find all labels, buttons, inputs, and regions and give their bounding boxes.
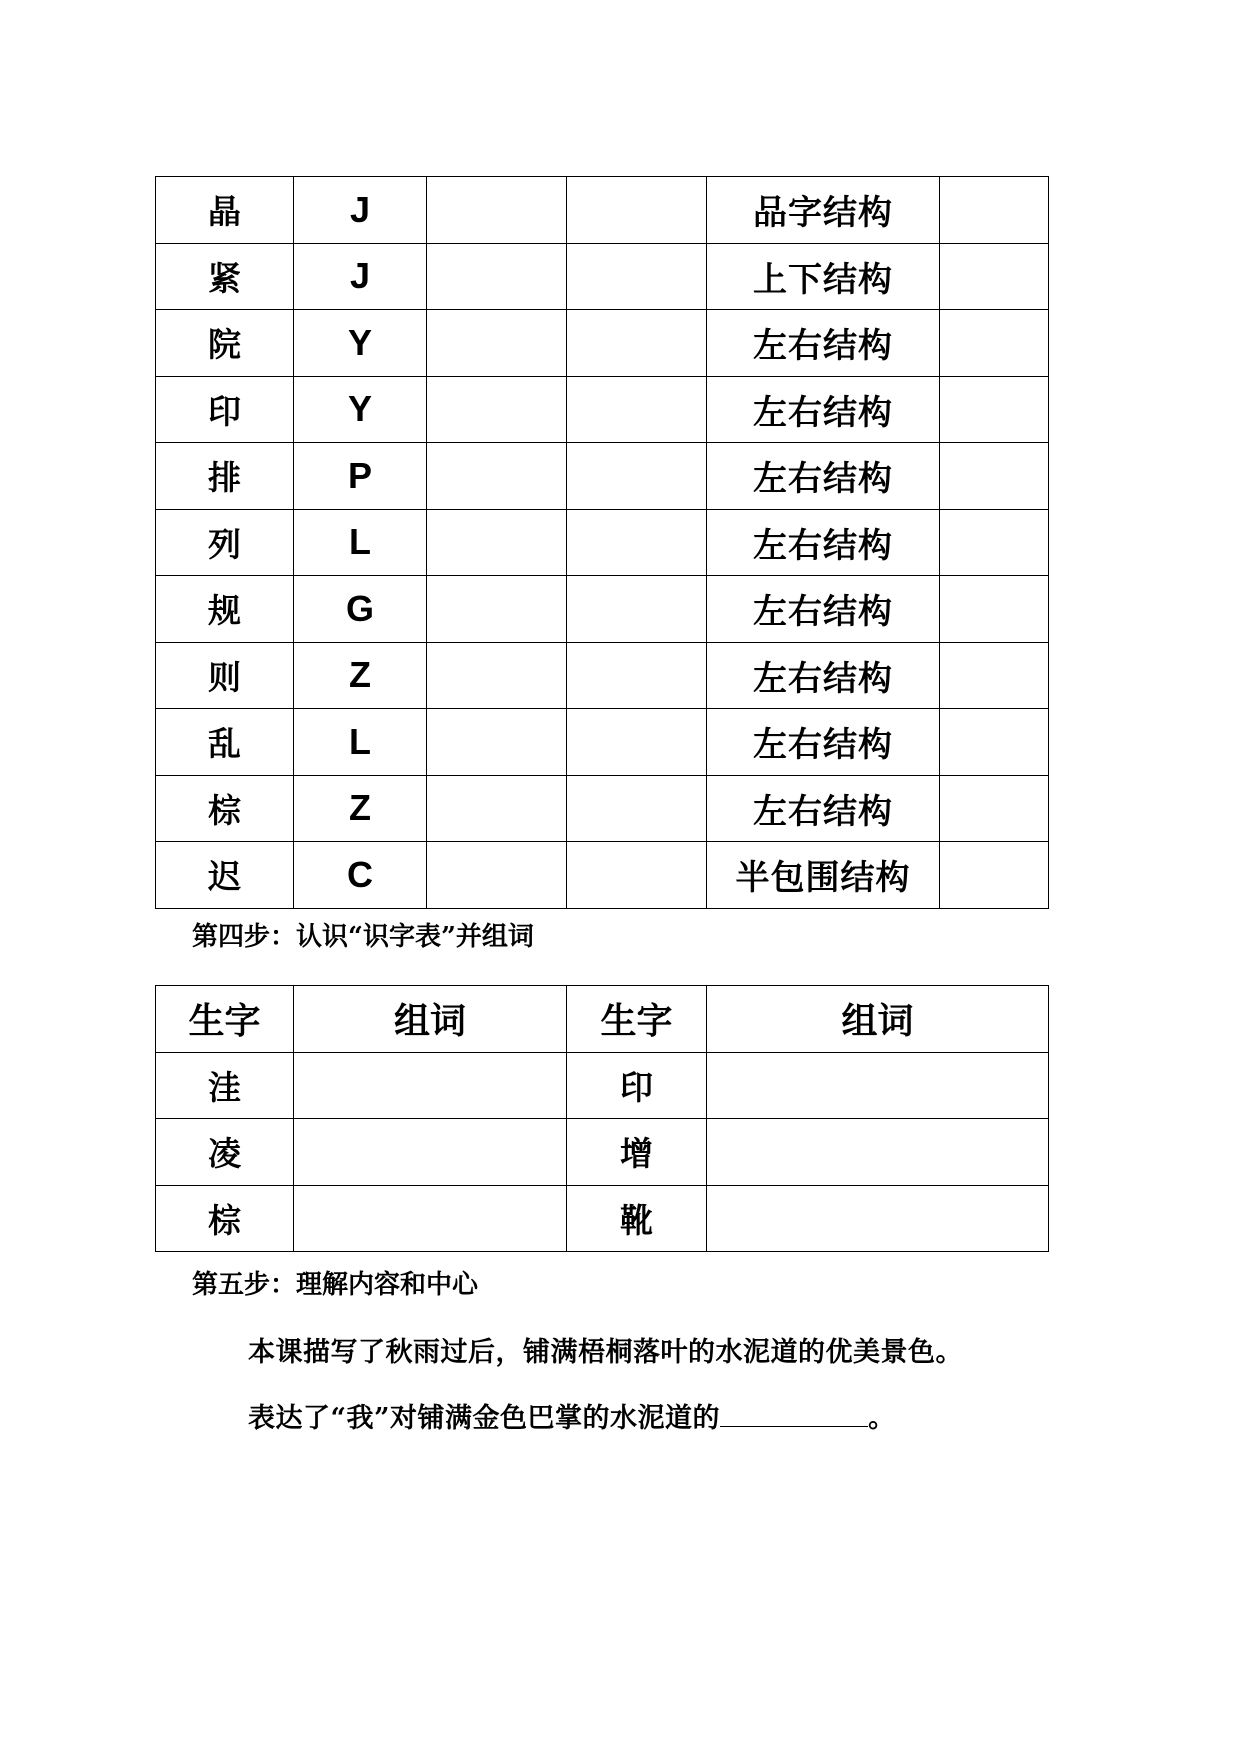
table-row <box>156 576 1049 643</box>
char-cell: 规 <box>156 576 294 643</box>
table-row <box>156 1119 1049 1186</box>
structure-cell: 左右结构 <box>707 443 940 510</box>
blank-cell[interactable] <box>940 775 1049 842</box>
table-row <box>156 443 1049 510</box>
blank-cell[interactable] <box>427 177 567 244</box>
header-cell: 组词 <box>294 986 567 1053</box>
char-cell: 列 <box>156 509 294 576</box>
structure-cell: 左右结构 <box>707 310 940 377</box>
initial-cell: L <box>294 709 427 776</box>
blank-cell[interactable] <box>940 177 1049 244</box>
blank-cell[interactable] <box>940 376 1049 443</box>
step4-title: 第四步：认识“识字表”并组词 <box>192 922 534 952</box>
blank-cell[interactable] <box>427 842 567 909</box>
blank-cell[interactable] <box>940 310 1049 377</box>
char-cell: 院 <box>156 310 294 377</box>
table-row <box>156 775 1049 842</box>
initial-cell: J <box>294 177 427 244</box>
word-blank-cell[interactable] <box>294 1119 567 1186</box>
blank-cell[interactable] <box>940 243 1049 310</box>
content-line-2-text: 表达了“我”对铺满金色巴掌的水泥道的 <box>248 1403 721 1434</box>
blank-cell[interactable] <box>567 310 707 377</box>
table-row <box>156 1052 1049 1119</box>
blank-cell[interactable] <box>567 709 707 776</box>
blank-cell[interactable] <box>940 642 1049 709</box>
blank-cell[interactable] <box>567 509 707 576</box>
blank-cell[interactable] <box>940 509 1049 576</box>
char-cell: 增 <box>567 1119 707 1186</box>
blank-cell[interactable] <box>427 775 567 842</box>
table-row <box>156 1185 1049 1252</box>
initial-cell: Z <box>294 642 427 709</box>
initial-cell: Y <box>294 310 427 377</box>
step5-title: 第五步：理解内容和中心 <box>192 1270 479 1300</box>
blank-cell[interactable] <box>427 509 567 576</box>
structure-cell: 左右结构 <box>707 376 940 443</box>
blank-cell[interactable] <box>427 376 567 443</box>
initial-cell: P <box>294 443 427 510</box>
header-cell: 组词 <box>707 986 1049 1053</box>
blank-cell[interactable] <box>940 842 1049 909</box>
blank-cell[interactable] <box>427 443 567 510</box>
content-line-2 <box>248 1396 896 1435</box>
char-cell: 凌 <box>156 1119 294 1186</box>
blank-cell[interactable] <box>567 642 707 709</box>
structure-cell: 上下结构 <box>707 243 940 310</box>
blank-cell[interactable] <box>427 576 567 643</box>
word-formation-table <box>155 985 1049 1252</box>
blank-cell[interactable] <box>427 310 567 377</box>
header-cell: 生字 <box>156 986 294 1053</box>
table-row <box>156 842 1049 909</box>
char-cell: 靴 <box>567 1185 707 1252</box>
char-cell: 棕 <box>156 775 294 842</box>
word-blank-cell[interactable] <box>707 1119 1049 1186</box>
blank-cell[interactable] <box>567 775 707 842</box>
structure-cell: 左右结构 <box>707 509 940 576</box>
char-cell: 印 <box>156 376 294 443</box>
initial-cell: J <box>294 243 427 310</box>
blank-cell[interactable] <box>567 177 707 244</box>
blank-cell[interactable] <box>940 443 1049 510</box>
content-line-1: 本课描写了秋雨过后，铺满梧桐落叶的水泥道的优美景色。 <box>248 1337 963 1368</box>
header-cell: 生字 <box>567 986 707 1053</box>
initial-cell: Z <box>294 775 427 842</box>
table-header-row <box>156 986 1049 1053</box>
table-row <box>156 243 1049 310</box>
blank-cell[interactable] <box>567 842 707 909</box>
word-blank-cell[interactable] <box>294 1185 567 1252</box>
structure-cell: 品字结构 <box>707 177 940 244</box>
blank-cell[interactable] <box>567 376 707 443</box>
table-row <box>156 177 1049 244</box>
table-row <box>156 709 1049 776</box>
word-blank-cell[interactable] <box>294 1052 567 1119</box>
char-cell: 则 <box>156 642 294 709</box>
blank-cell[interactable] <box>940 576 1049 643</box>
initial-cell: L <box>294 509 427 576</box>
blank-cell[interactable] <box>427 709 567 776</box>
word-blank-cell[interactable] <box>707 1185 1049 1252</box>
structure-cell: 左右结构 <box>707 642 940 709</box>
character-table <box>155 176 1049 909</box>
blank-cell[interactable] <box>427 642 567 709</box>
table-row <box>156 376 1049 443</box>
table-row <box>156 642 1049 709</box>
char-cell: 乱 <box>156 709 294 776</box>
char-cell: 紧 <box>156 243 294 310</box>
initial-cell: Y <box>294 376 427 443</box>
initial-cell: G <box>294 576 427 643</box>
char-cell: 棕 <box>156 1185 294 1252</box>
structure-cell: 半包围结构 <box>707 842 940 909</box>
char-cell: 晶 <box>156 177 294 244</box>
blank-cell[interactable] <box>940 709 1049 776</box>
structure-cell: 左右结构 <box>707 576 940 643</box>
char-cell: 印 <box>567 1052 707 1119</box>
answer-blank[interactable] <box>720 1402 868 1427</box>
table-row <box>156 310 1049 377</box>
char-cell: 排 <box>156 443 294 510</box>
structure-cell: 左右结构 <box>707 709 940 776</box>
blank-cell[interactable] <box>567 576 707 643</box>
blank-cell[interactable] <box>567 243 707 310</box>
table-row <box>156 509 1049 576</box>
content-line-2-end: 。 <box>868 1403 896 1434</box>
blank-cell[interactable] <box>427 243 567 310</box>
char-cell: 洼 <box>156 1052 294 1119</box>
initial-cell: C <box>294 842 427 909</box>
char-cell: 迟 <box>156 842 294 909</box>
word-blank-cell[interactable] <box>707 1052 1049 1119</box>
blank-cell[interactable] <box>567 443 707 510</box>
structure-cell: 左右结构 <box>707 775 940 842</box>
